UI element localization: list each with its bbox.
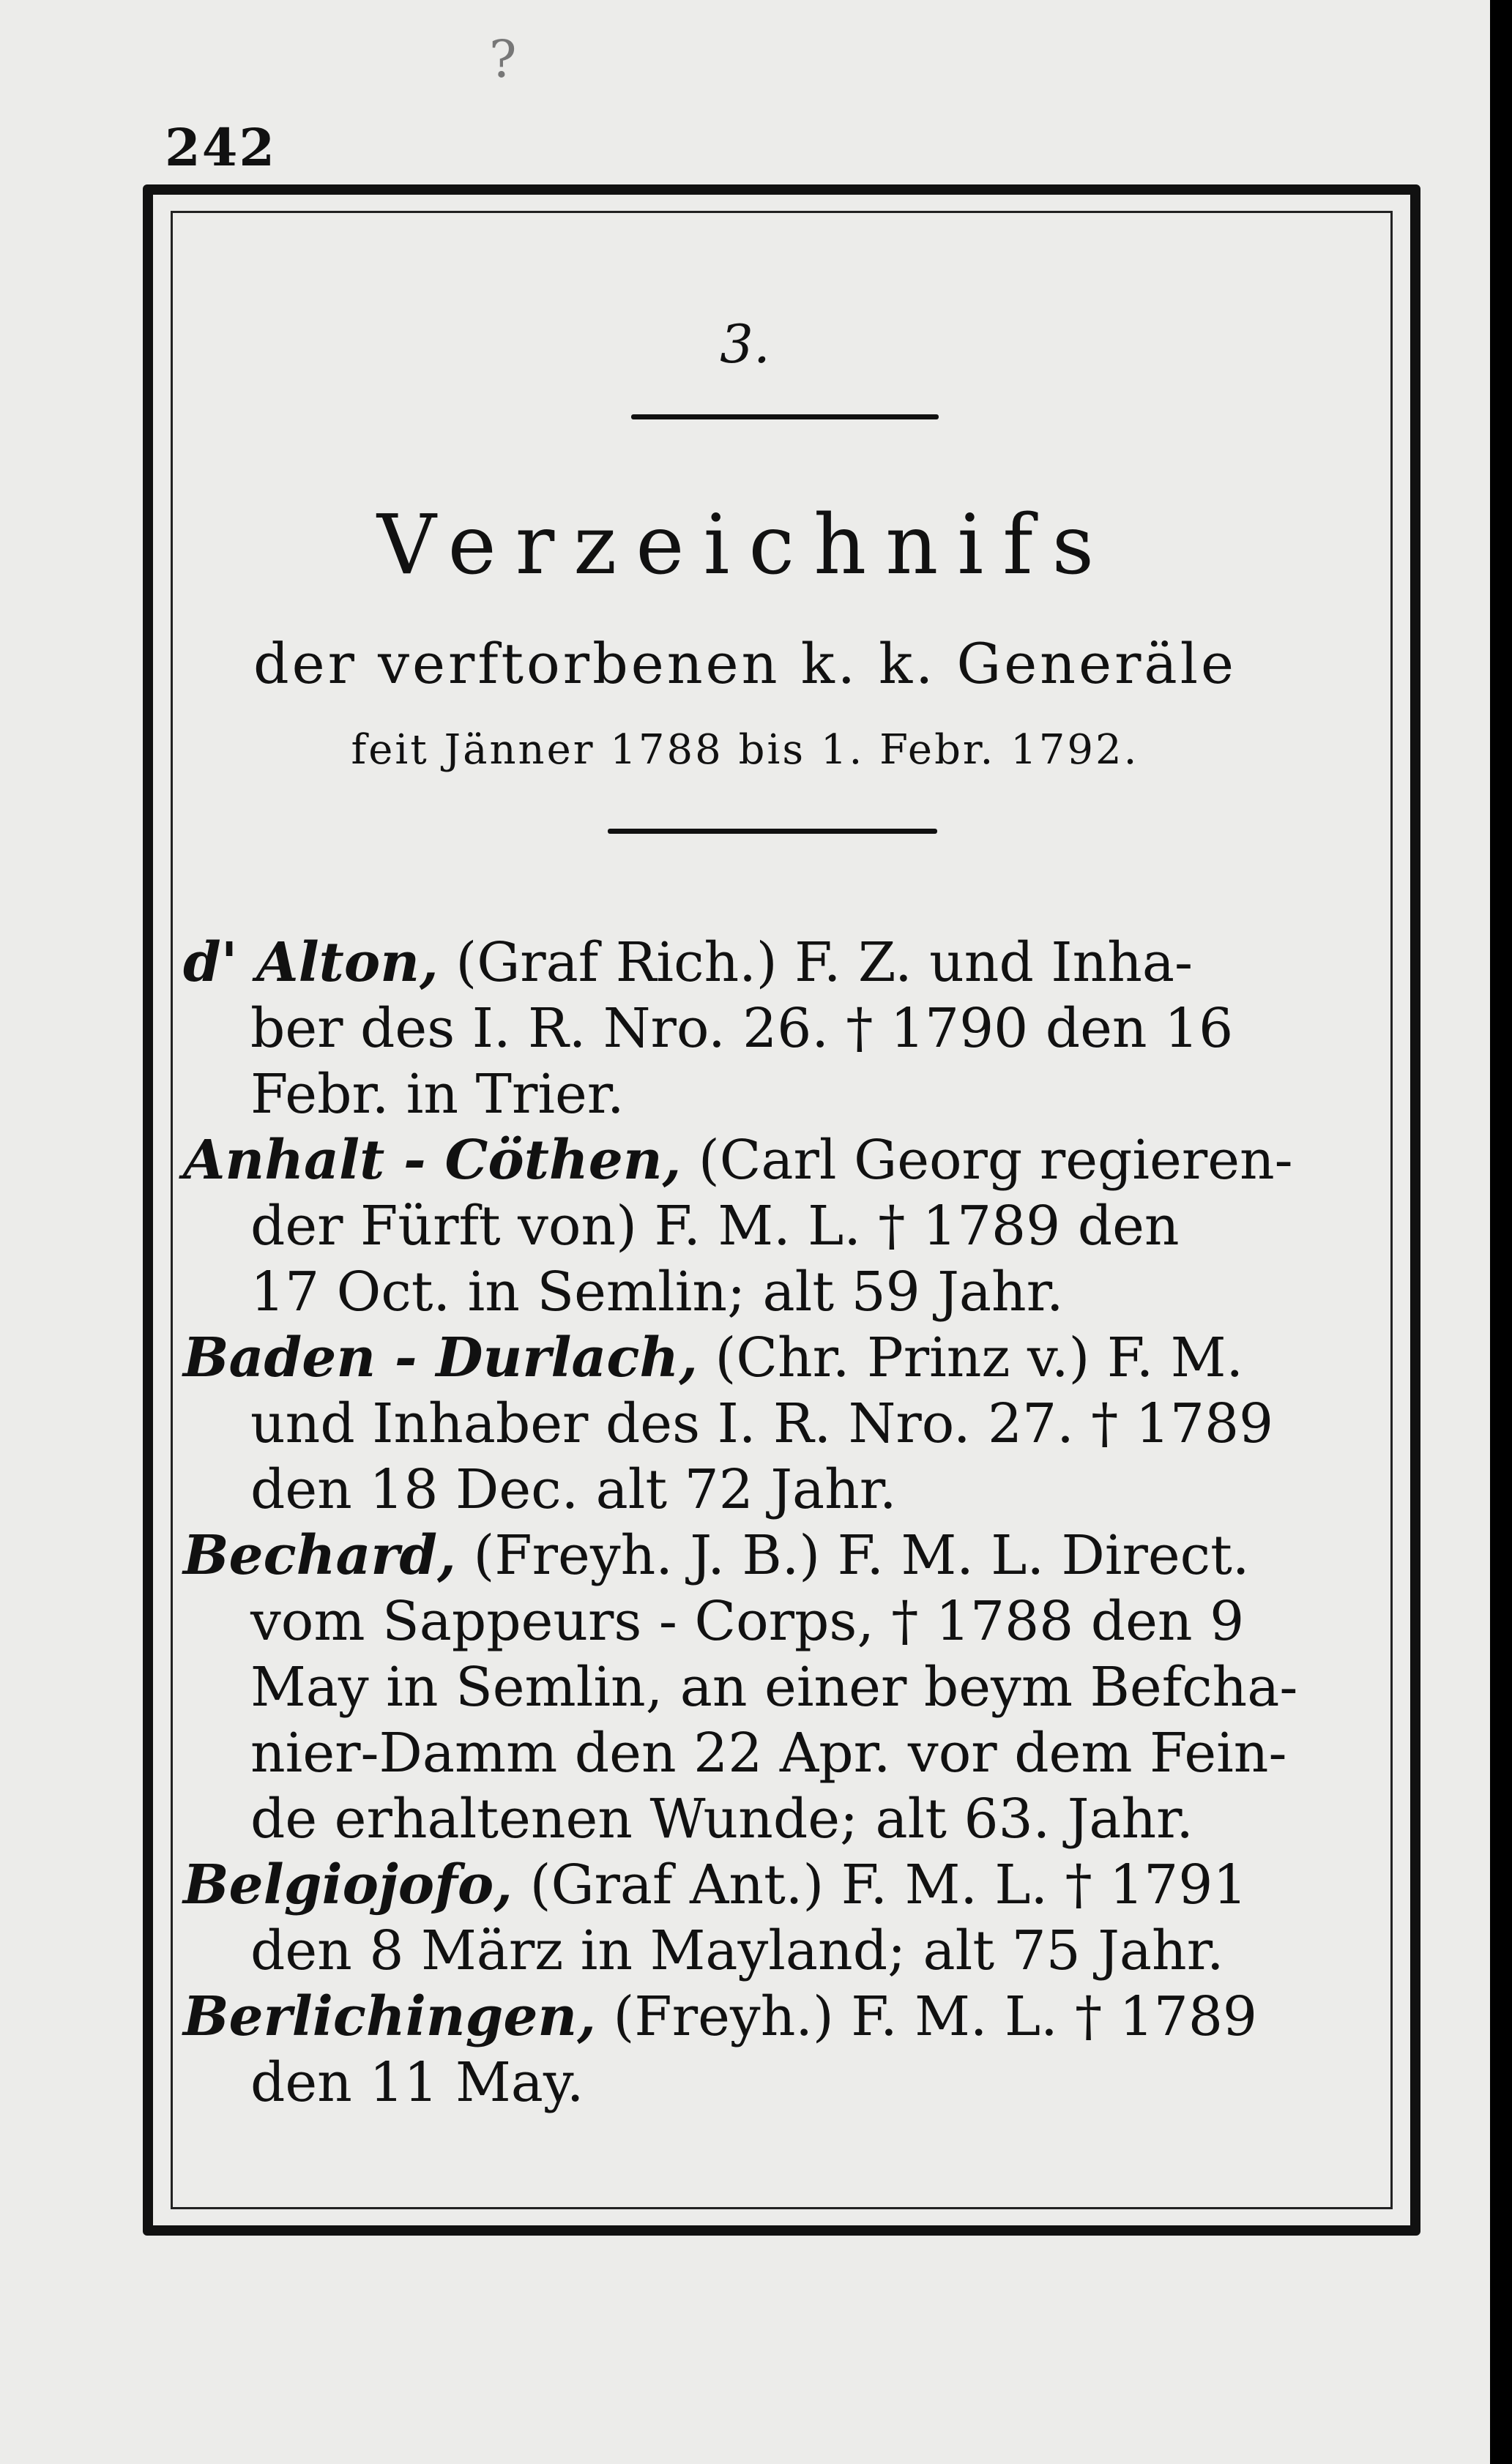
entry-line: der Fürft von) F. M. L. † 1789 den — [250, 1195, 1180, 1258]
entry-line: den 8 März in Mayland; alt 75 Jahr. — [250, 1919, 1224, 1982]
entry-text: (Chr. Prinz v.) F. M. — [715, 1326, 1244, 1389]
entry-name: Baden - Durlach, — [183, 1326, 698, 1389]
entry-line: den 18 Dec. alt 72 Jahr. — [250, 1458, 897, 1521]
entry-line: ber des I. R. Nro. 26. † 1790 den 16 — [250, 997, 1234, 1060]
entry-line: 17 Oct. in Semlin; alt 59 Jahr. — [250, 1261, 1064, 1324]
entry-text: (Carl Georg regieren- — [698, 1129, 1293, 1192]
page-title: Verzeichnifs — [376, 498, 1114, 593]
entry-line: und Inhaber des I. R. Nro. 27. † 1789 — [250, 1392, 1274, 1455]
entry-line — [183, 1984, 1413, 2050]
entry-line — [183, 1852, 1413, 1918]
entry-text: (Graf Ant.) F. M. L. † 1791 — [529, 1853, 1248, 1916]
entry-name: d' Alton, — [183, 931, 439, 994]
entry-line: Febr. in Trier. — [250, 1063, 625, 1126]
entry-line — [183, 1127, 1413, 1193]
entry-name: Anhalt - Cöthen, — [183, 1129, 682, 1192]
section-number: 3. — [720, 313, 770, 375]
entry-line: vom Sappeurs - Corps, † 1788 den 9 — [250, 1590, 1245, 1653]
entry-text: (Freyh.) F. M. L. † 1789 — [613, 1985, 1258, 2048]
entry-line — [183, 930, 1413, 996]
entry-text: (Graf Rich.) F. Z. und Inha- — [455, 931, 1193, 994]
entry-line — [183, 1523, 1413, 1588]
pencil-mark-icon: ? — [489, 29, 517, 89]
entry-line: den 11 May. — [250, 2051, 584, 2114]
entry-line: de erhaltenen Wunde; alt 63. Jahr. — [250, 1788, 1193, 1851]
entry-line: nier-Damm den 22 Apr. vor dem Fein- — [250, 1722, 1287, 1785]
page-subtitle: der verftorbenen k. k. Generäle — [253, 631, 1237, 696]
entry-name: Belgiojofo, — [183, 1853, 513, 1916]
obituary-list — [183, 930, 1413, 2116]
middle-divider-rule — [608, 829, 937, 834]
page-number: 242 — [165, 117, 277, 178]
entry-line: May in Semlin, an einer beym Befcha- — [250, 1656, 1298, 1719]
entry-line — [183, 1325, 1413, 1391]
entry-name: Berlichingen, — [183, 1985, 596, 2048]
date-range-line: feit Jänner 1788 bis 1. Febr. 1792. — [351, 726, 1139, 774]
entry-name: Bechard, — [183, 1524, 456, 1587]
top-divider-rule — [631, 414, 939, 419]
entry-text: (Freyh. J. B.) F. M. L. Direct. — [473, 1524, 1250, 1587]
